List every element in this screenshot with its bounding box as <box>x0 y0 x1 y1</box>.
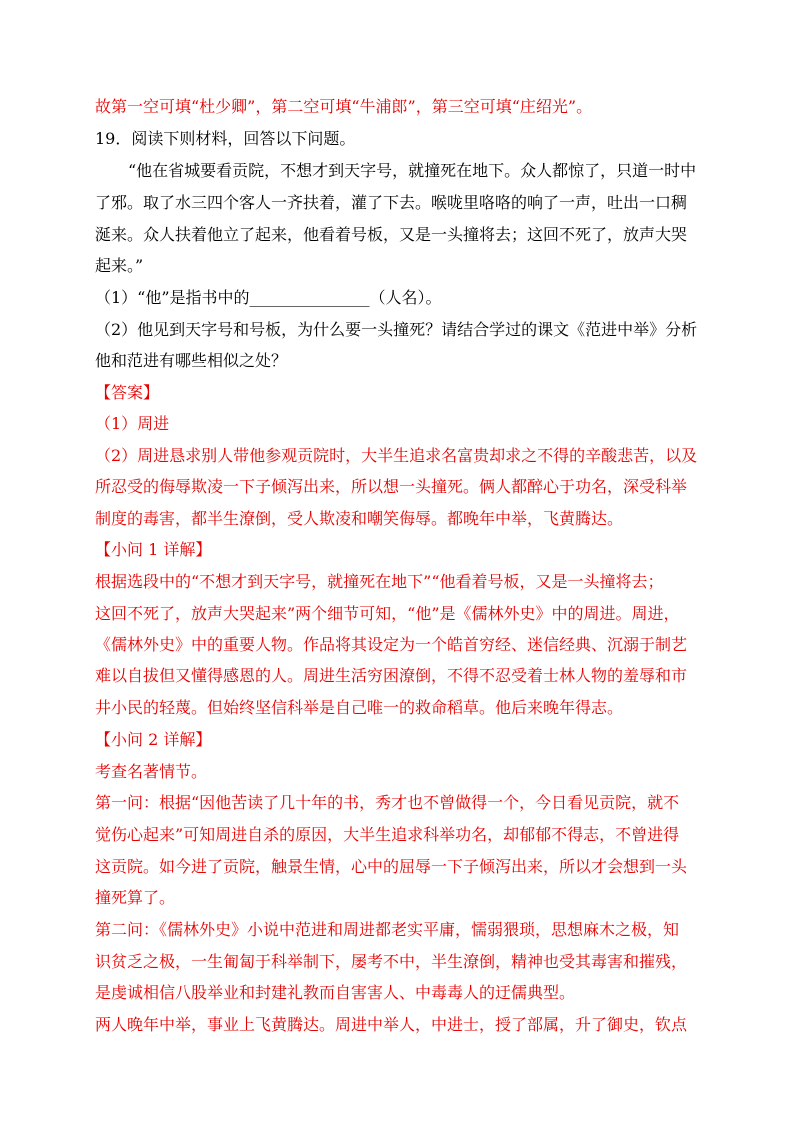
text-line: 根据选段中的“不想才到天字号，就撞死在地下”“他看着号板，又是一头撞将去； <box>95 572 664 591</box>
text-line: 识贫乏之极，一生匍匐于科举制下，屡考不中，半生潦倒，精神也受其毒害和摧残， <box>95 952 688 971</box>
text-line: 故第一空可填“杜少卿”，第二空可填“牛浦郎”，第三空可填“庄绍光”。 <box>95 97 593 116</box>
text-line: 两人晚年中举，事业上飞黄腾达。周进中举人，中进士，授了部属，升了御史，钦点 <box>95 1015 688 1034</box>
text-line: （1）周进 <box>95 414 170 433</box>
text-line: 撞死算了。 <box>95 888 176 907</box>
text-line: 考查名著情节。 <box>95 762 208 781</box>
text-line: 了邪。取了水三四个客人一齐扶着，灌了下去。喉咙里咯咯的响了一声，吐出一口稠 <box>95 193 688 212</box>
text-line: 《儒林外史》中的重要人物。作品将其设定为一个皓首穷经、迷信经典、沉溺于制艺 <box>95 635 688 654</box>
text-line: （1）“他”是指书中的_______________（人名）。 <box>95 288 442 307</box>
text-line: 涎来。众人扶着他立了起来，他看着号板，又是一头撞将去；这回不死了，放声大哭 <box>95 225 688 244</box>
text-line: 第二问：《儒林外史》小说中范进和周进都老实平庸，懦弱猥琐，思想麻木之极，知 <box>95 920 680 939</box>
text-line: “他在省城要看贡院，不想才到天字号，就撞死在地下。众人都惊了，只道一时中 <box>128 161 697 180</box>
text-line: （2）他见到天字号和号板，为什么要一头撞死？请结合学过的课文《范进中举》分析 <box>95 320 698 339</box>
text-line: 难以自拔但又懂得感恩的人。周进生活穷困潦倒，不得不忍受着士林人物的羞辱和市 <box>95 666 688 685</box>
text-line: 【小问 2 详解】 <box>95 730 212 749</box>
text-line: 是虔诚相信八股举业和封建礼教而自害害人、中毒毒人的迂儒典型。 <box>95 983 576 1002</box>
text-line: 他和范进有哪些相似之处？ <box>95 351 288 370</box>
text-line: 这贡院。如今进了贡院，触景生情，心中的屈辱一下子倾泻出来，所以才会想到一头 <box>95 857 688 876</box>
text-line: 起来。” <box>95 256 144 275</box>
text-line: 这回不死了，放声大哭起来”两个细节可知，“他”是《儒林外史》中的周进。周进， <box>95 604 680 623</box>
text-line: 觉伤心起来”可知周进自杀的原因，大半生追求科举功名，却郁郁不得志，不曾进得 <box>95 825 680 844</box>
text-line: （2）周进恳求别人带他参观贡院时，大半生追求名富贵却求之不得的辛酸悲苦，以及 <box>95 446 698 465</box>
text-line: 第一问：根据“因他苦读了几十年的书，秀才也不曾做得一个，今日看见贡院，就不 <box>95 793 680 812</box>
text-line: 制度的毒害，都半生潦倒，受人欺凌和嘲笑侮辱。都晚年中举，飞黄腾达。 <box>95 509 624 528</box>
text-line: 【答案】 <box>95 383 160 402</box>
text-line: 【小问 1 详解】 <box>95 540 212 559</box>
text-line: 所忍受的侮辱欺凌一下子倾泻出来，所以想一头撞死。俩人都醉心于功名，深受科举 <box>95 477 688 496</box>
text-line: 19．阅读下则材料，回答以下问题。 <box>95 129 356 148</box>
text-line: 井小民的轻蔑。但始终坚信科举是自己唯一的救命稻草。他后来晚年得志。 <box>95 698 624 717</box>
